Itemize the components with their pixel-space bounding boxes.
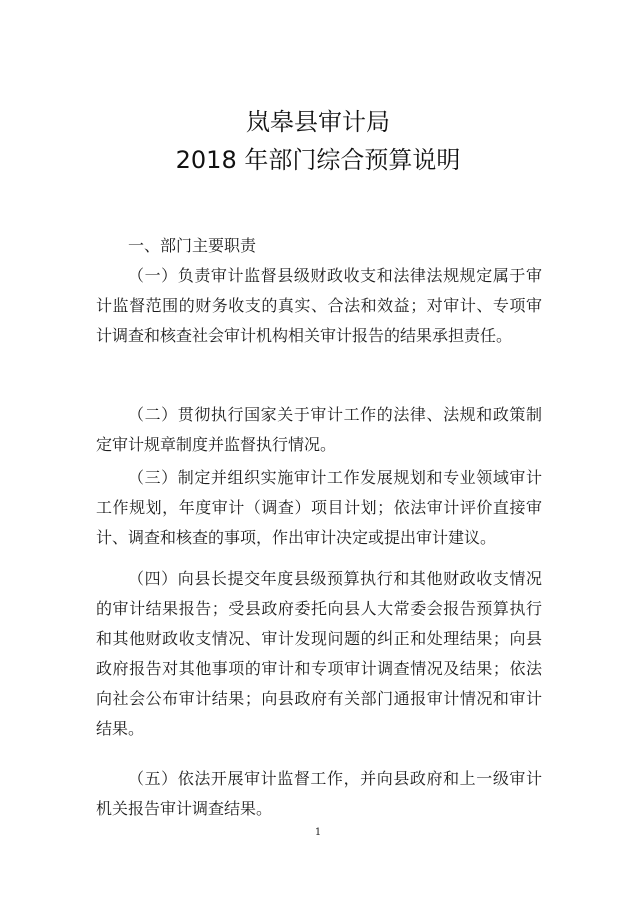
paragraph-duty-2: （二）贯彻执行国家关于审计工作的法律、法规和政策制定审计规章制度并监督执行情况。 <box>96 405 542 454</box>
paragraph-duty-1: （一）负责审计监督县级财政收支和法律法规规定属于审计监督范围的财务收支的真实、合法和效益；对审计、专项审计调查和核查社会审计机构相关审计报告的结果承担责任。 <box>96 266 542 345</box>
document-title: 岚皋县审计局 <box>246 108 390 136</box>
page-number: 1 <box>314 827 322 838</box>
paragraph-duty-3: （三）制定并组织实施审计工作发展规划和专业领域审计工作规划，年度审计（调查）项目计划；依法审计评价直接审计、调查和核查的事项，作出审计决定或提出审计建议。 <box>96 468 542 547</box>
paragraph-duty-5: （五）依法开展审计监督工作，并向县政府和上一级审计机关报告审计调查结果。 <box>96 769 542 818</box>
document-subtitle: 2018 年部门综合预算说明 <box>175 146 461 174</box>
section-heading: 一、部门主要职责 <box>128 236 257 255</box>
paragraph-duty-4: （四）向县长提交年度县级预算执行和其他财政收支情况的审计结果报告；受县政府委托向县人大常委会报告预算执行和其他财政收支情况、审计发现问题的纠正和处理结果；向县政府报告对其他事项的审计和专项审计调查情况及结果；依法向社会公布审计结果；向县政府有关部门通报审计情况和审计结果。 <box>96 569 542 738</box>
